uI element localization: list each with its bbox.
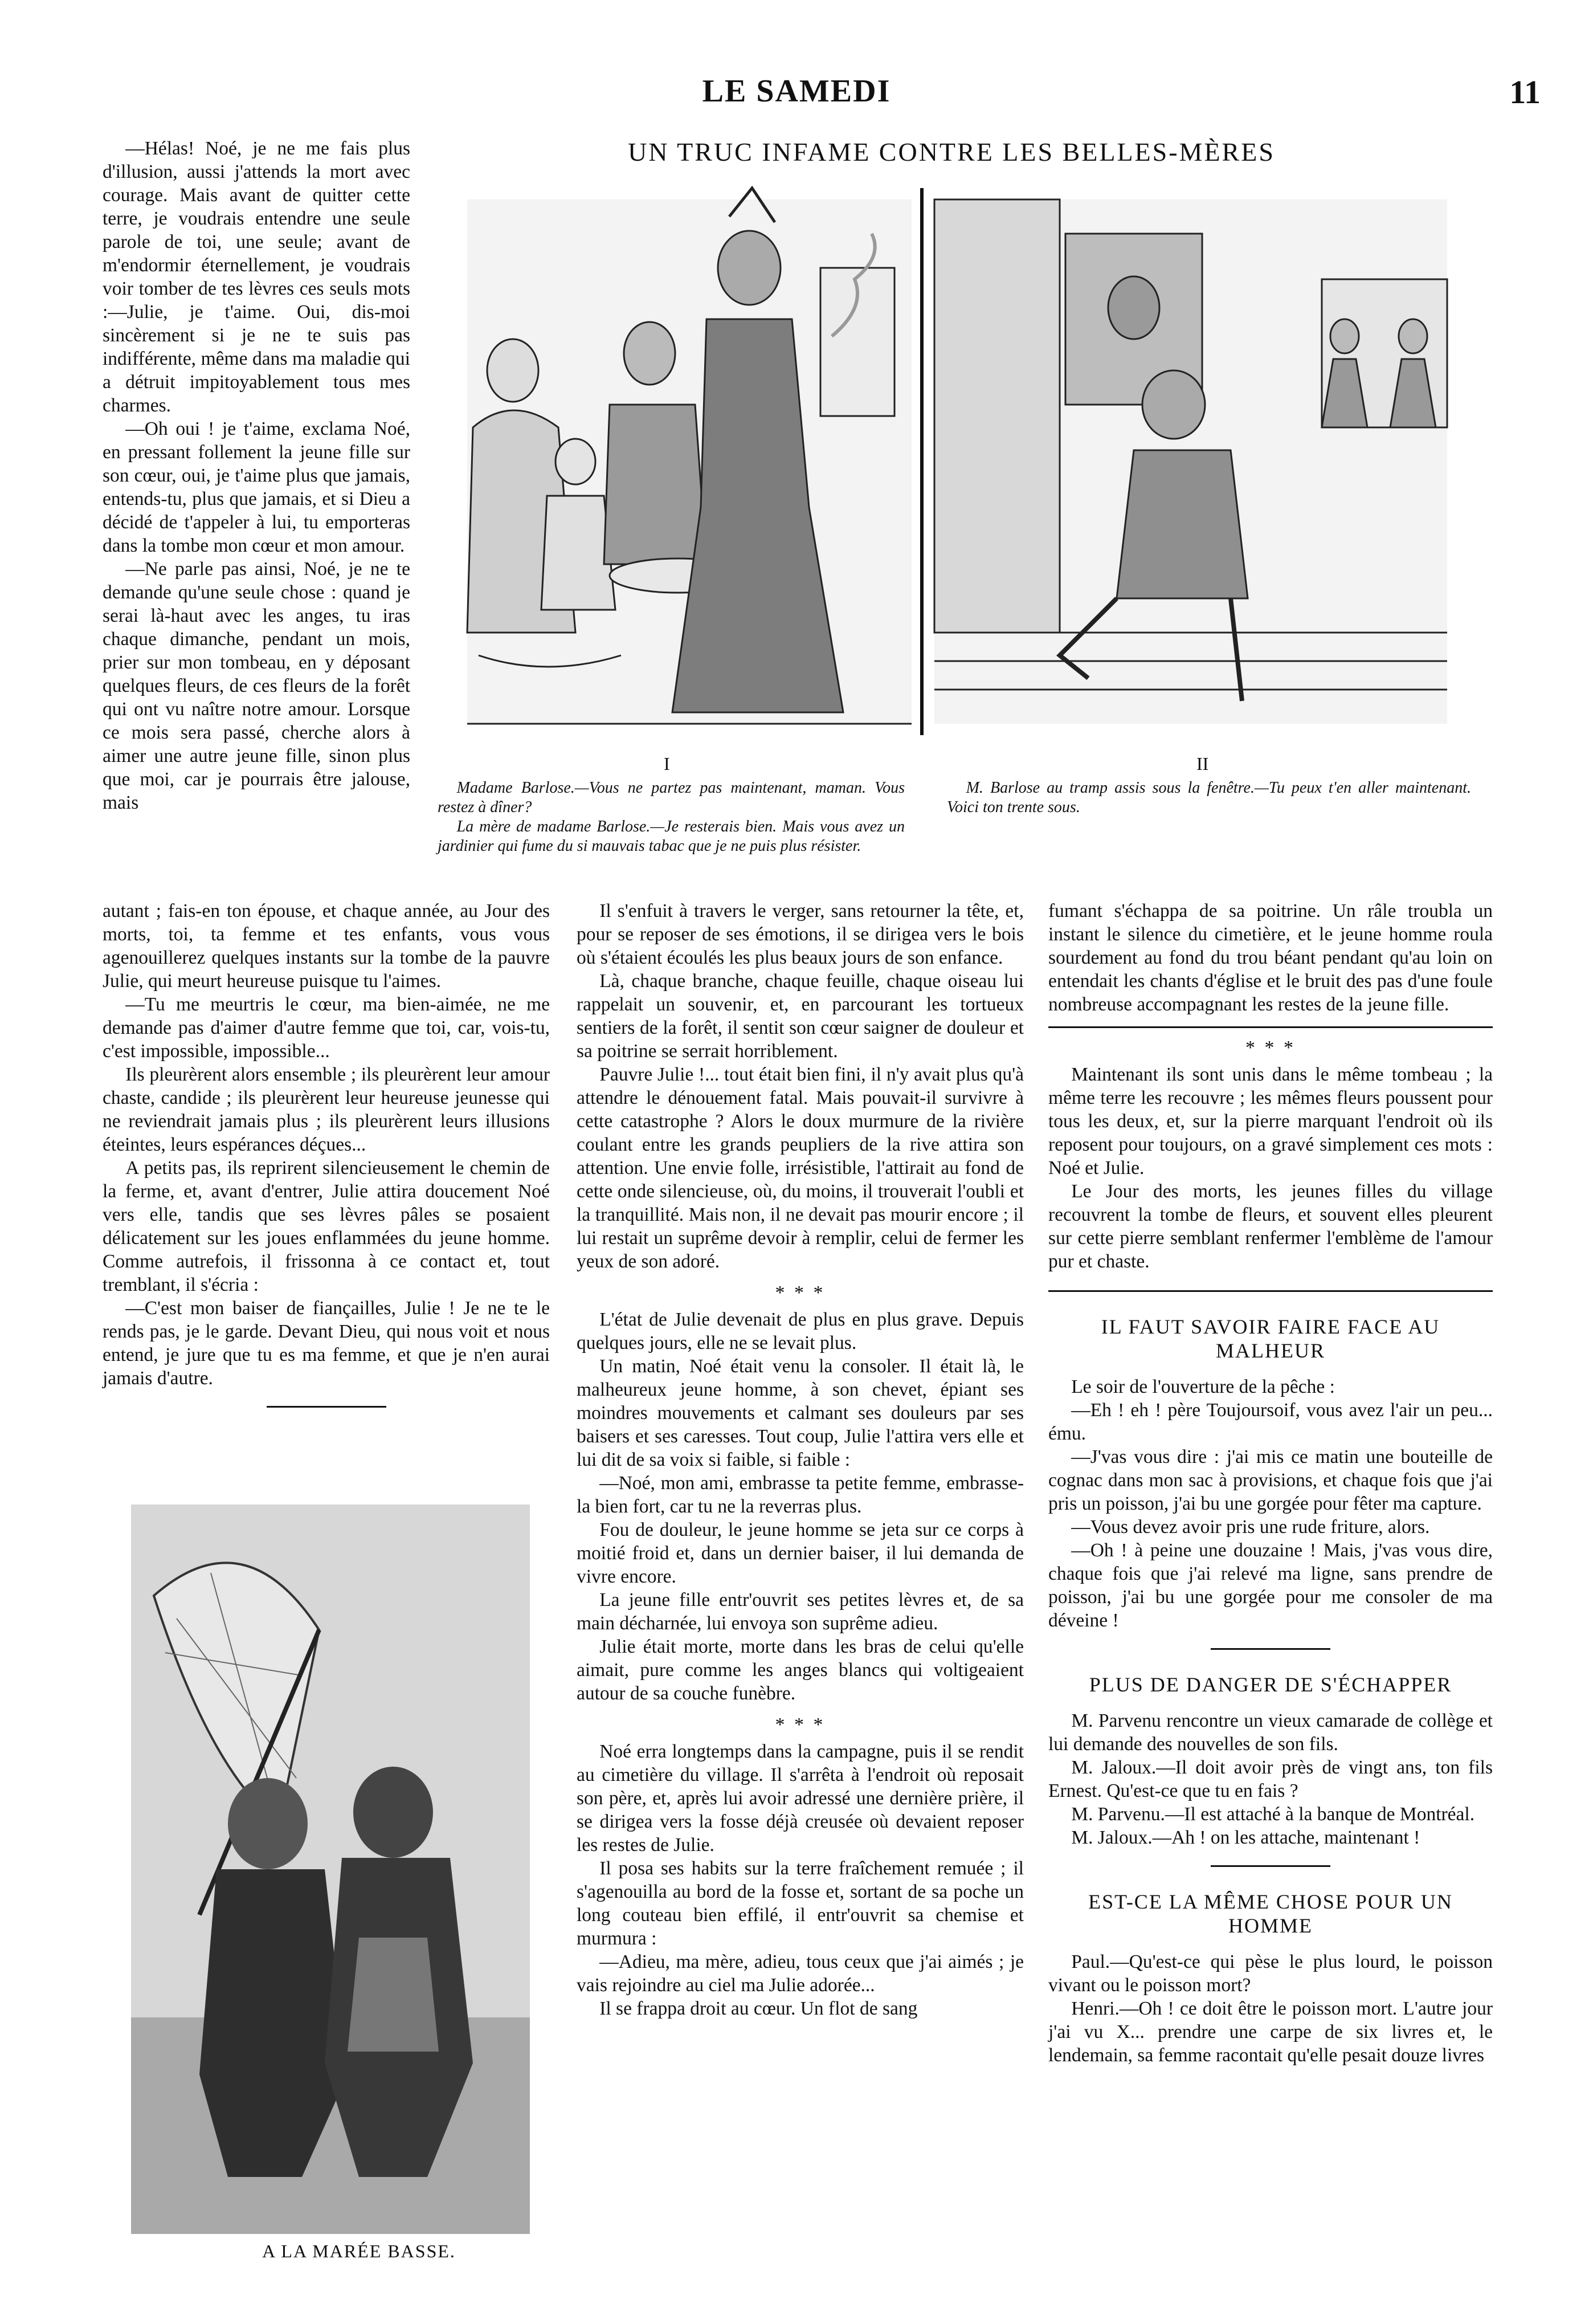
panel-two-caption	[947, 778, 1471, 817]
col2-paragraph-5: Un matin, Noé était venu la consoler. Il était là, le malheureux jeune homme, à son chevet, épiant ses moindres mouvements et calmant ses douleurs par ses baisers et ses caresses. Tout coup, Julie l'attira vers elle et lui dit de sa voix si faible, si faible :	[577, 1356, 1024, 1470]
panel-divider	[920, 188, 924, 735]
echapper-paragraph-4: M. Jaloux.—Ah ! on les attache, maintenant !	[1071, 1827, 1420, 1848]
col1-paragraph-7: —C'est mon baiser de fiançailles, Julie ! Je ne te le rends pas, je le garde. Devant Dieu, qui nous voit et nous entend, je jure que tu es ma femme, et que je n'en aurai jamais d'autre.	[103, 1298, 550, 1389]
col2-paragraph-1: Il s'enfuit à travers le verger, sans retourner la tête, et, pour se reposer de ses émotions, il se dirigea vers le bois où s'étaient écoulés les plus beaux jours de son enfance.	[577, 900, 1024, 968]
column-rule	[1048, 1026, 1493, 1028]
col2-paragraph-9: Julie était morte, morte dans les bras de celui qu'elle aimait, pure comme les anges blancs qui voltigeaient autour de sa couche funèbre.	[577, 1636, 1024, 1704]
col3-paragraph-2: Maintenant ils sont unis dans le même tombeau ; la même terre les recouvre ; les mêmes fleurs poussent pour tous les deux, et, sur la pierre marquant l'endroit où ils reposent pour toujours, on a gravé simplement ces mots : Noé et Julie.	[1048, 1064, 1493, 1179]
panel-one-drawing	[467, 188, 912, 724]
column-two	[577, 899, 1024, 2020]
section-title-echapper: PLUS DE DANGER DE S'ÉCHAPPER	[1089, 1673, 1452, 1696]
column-one-lower	[103, 899, 550, 1425]
col2-paragraph-11: Il posa ses habits sur la terre fraîchement remuée ; il s'agenouilla au bord de la fosse et, sortant de sa poche un long couteau bien effilé, il entr'ouvrit sa chemise et murmura :	[577, 1858, 1024, 1949]
malheur-paragraph-2: —Eh ! eh ! père Toujoursoif, vous avez l'air un peu... ému.	[1048, 1400, 1493, 1444]
section-separator: * * *	[775, 1282, 826, 1303]
col2-paragraph-6: —Noé, mon ami, embrasse ta petite femme, embrasse-la bien fort, car tu ne la reverras plus.	[577, 1473, 1024, 1517]
col2-paragraph-10: Noé erra longtemps dans la campagne, puis il se rendit au cimetière du village. Il s'arrêta à l'endroit où reposait son père, et, après lui avoir adressé une dernière prière, il se dirigea vers la fosse déjà creusée où devaient reposer les restes de Julie.	[577, 1741, 1024, 1856]
col3-paragraph-3: Le Jour des morts, les jeunes filles du village recouvrent la tombe de fleurs, et souvent elles pleurent sur cette pierre semblant renfermer l'emblème de l'amour pur et chaste.	[1048, 1181, 1493, 1272]
col1-paragraph-4: —Tu me meurtris le cœur, ma bien-aimée, ne me demande pas d'aimer d'autre femme que toi, car, vois-tu, c'est impossible, impossible...	[103, 994, 550, 1062]
column-rule	[1048, 1290, 1493, 1292]
illustration-low-tide	[131, 1505, 530, 2234]
col1-paragraph-3-continued: autant ; fais-en ton épouse, et chaque année, au Jour des morts, toi, ta femme et tes enfants, vous vous agenouillerez quelques instants sur la tombe de la pauvre Julie, qui meurt heureuse puisque tu l'aimes.	[103, 900, 550, 992]
malheur-paragraph-1: Le soir de l'ouverture de la pêche :	[1071, 1376, 1335, 1397]
panel-one-caption	[438, 778, 905, 856]
section-title-meme-chose: EST-CE LA MÊME CHOSE POUR UN HOMME	[1088, 1890, 1453, 1937]
panel-two-caption-text: M. Barlose au tramp assis sous la fenêtre.—Tu peux t'en aller maintenant. Voici ton trente sous.	[947, 779, 1471, 816]
echapper-paragraph-2: M. Jaloux.—Il doit avoir près de vingt ans, ton fils Ernest. Qu'est-ce que tu en fais ?	[1048, 1757, 1493, 1801]
malheur-paragraph-3: —J'vas vous dire : j'ai mis ce matin une bouteille de cognac dans mon sac à provisions, et chaque fois que j'ai pris un poisson, j'ai bu une gorgée pour fêter ma capture.	[1048, 1446, 1493, 1514]
col1-paragraph-2: —Oh oui ! je t'aime, exclama Noé, en pressant follement la jeune fille sur son cœur, oui, je t'aime plus que jamais, entends-tu, plus que jamais, et si Dieu a décidé de t'appeler à lui, tu emporteras dans la tombe mon cœur et mon amour.	[103, 418, 410, 556]
col1-paragraph-1: —Hélas! Noé, je ne me fais plus d'illusion, aussi j'attends la mort avec courage. Mais avant de quitter cette terre, je voudrais entendre une seule parole de toi, une seule; avant de m'endormir éternellement, je voudrais voir tomber de tes lèvres ces seuls mots :—Julie, je t'aime. Oui, dis-moi sincèrement si je ne te suis pas indifférente, même dans ma maladie qui a détruit impitoyablement tous mes charmes.	[103, 138, 410, 416]
column-rule	[1211, 1865, 1330, 1867]
section-title-malheur: IL FAUT SAVOIR FAIRE FACE AU MALHEUR	[1101, 1315, 1440, 1362]
panel-one-caption-line2: La mère de madame Barlose.—Je resterais bien. Mais vous avez un jardinier qui fume du si mauvais tabac que je ne puis plus résister.	[438, 818, 905, 855]
publication-name: LE SAMEDI	[702, 74, 891, 109]
col1-paragraph-6: A petits pas, ils reprirent silencieusement le chemin de la ferme, et, avant d'entrer, Julie attira doucement Noé vers elle, tandis que ses lèvres pâles se posaient délicatement sur les joues enflammées du jeune homme. Comme autrefois, il frissonna à ce contact et, tout tremblant, il s'écria :	[103, 1157, 550, 1295]
meme-chose-paragraph-1: Paul.—Qu'est-ce qui pèse le plus lourd, le poisson vivant ou le poisson mort?	[1048, 1951, 1493, 1996]
panel-two-drawing	[934, 199, 1447, 724]
illustration-engraving-top	[433, 165, 1470, 752]
col2-paragraph-4: L'état de Julie devenait de plus en plus grave. Depuis quelques jours, elle ne se levait plus.	[577, 1309, 1024, 1353]
page-number: 11	[1509, 74, 1541, 111]
low-tide-caption: A LA MARÉE BASSE.	[262, 2241, 456, 2261]
column-rule	[267, 1406, 386, 1408]
col3-paragraph-1: fumant s'échappa de sa poitrine. Un râle troubla un instant le silence du cimetière, et le jeune homme roula sourdement au fond du trou béant pendant qu'au loin on entendait les chants d'église et le bruit des pas d'une foule nombreuse accompagnant les restes de la jeune fille.	[1048, 900, 1493, 1015]
col2-paragraph-8: La jeune fille entr'ouvrit ses petites lèvres et, de sa main décharnée, lui envoya son suprême adieu.	[577, 1589, 1024, 1634]
col2-paragraph-7: Fou de douleur, le jeune homme se jeta sur ce corps à moitié froid et, dans un dernier baiser, il lui demanda de vivre encore.	[577, 1519, 1024, 1587]
column-rule	[1211, 1648, 1330, 1650]
column-one-upper	[103, 137, 410, 814]
panel-one-numeral: I	[664, 753, 670, 774]
section-separator: * * *	[1245, 1037, 1296, 1058]
panel-two-numeral: II	[1196, 753, 1209, 774]
col2-paragraph-3: Pauvre Julie !... tout était bien fini, il n'y avait plus qu'à attendre le dénouement fatal. Mais pouvait-il survivre à cette catastrophe ? Alors le doux murmure de la rivière coulant entre les grands peupliers de la rive attira son attention. Une envie folle, irrésistible, l'attirait au fond de cette onde silencieuse, où, du moins, il trouverait l'oubli et la tranquillité. Mais non, il ne devait pas mourir encore ; il lui restait un suprême devoir à remplir, celui de fermer les yeux de son adoré.	[577, 1064, 1024, 1272]
malheur-paragraph-4: —Vous devez avoir pris une rude friture, alors.	[1071, 1516, 1430, 1538]
meme-chose-paragraph-2: Henri.—Oh ! ce doit être le poisson mort. L'autre jour j'ai vu X... prendre une carpe de six livres et, le lendemain, sa femme racontait qu'elle pesait douze livres	[1048, 1998, 1493, 2066]
col1-paragraph-5: Ils pleurèrent alors ensemble ; ils pleurèrent leur amour chaste, candide ; ils pleurèrent leur heureuse jeunesse qui ne reviendrait jamais plus ; ils pleurèrent leurs illusions éteintes, leurs espérances déçues...	[103, 1064, 550, 1155]
col2-paragraph-12: —Adieu, ma mère, adieu, tous ceux que j'ai aimés ; je vais rejoindre au ciel ma Julie adorée...	[577, 1951, 1024, 1996]
echapper-paragraph-1: M. Parvenu rencontre un vieux camarade de collège et lui demande des nouvelles de son fils.	[1048, 1710, 1493, 1755]
section-separator: * * *	[775, 1714, 826, 1735]
column-three	[1048, 899, 1493, 2067]
panel-one-caption-line1: Madame Barlose.—Vous ne partez pas maintenant, maman. Vous restez à dîner?	[438, 779, 905, 816]
col2-paragraph-13: Il se frappa droit au cœur. Un flot de sang	[599, 1998, 918, 2019]
col1-paragraph-3: —Ne parle pas ainsi, Noé, je ne te demande qu'une seule chose : quand je serai là-haut avec les anges, tu iras chaque dimanche, pendant un mois, prier sur mon tombeau, en y déposant quelques fleurs, de ces fleurs de la forêt qui ont vu naître notre amour. Lorsque ce mois sera passé, cherche alors à aimer une autre jeune fille, sinon plus que moi, car je pourrais être jalouse, mais	[103, 558, 410, 813]
col2-paragraph-2: Là, chaque branche, chaque feuille, chaque oiseau lui rappelait un souvenir, et, en parcourant les tortueux sentiers de la forêt, il sentit son cœur saigner de douleur et sa poitrine se serrait horriblement.	[577, 971, 1024, 1062]
echapper-paragraph-3: M. Parvenu.—Il est attaché à la banque de Montréal.	[1071, 1804, 1475, 1825]
malheur-paragraph-5: —Oh ! à peine une douzaine ! Mais, j'vas vous dire, chaque fois que j'ai relevé ma ligne, sans prendre de poisson, j'ai bu une gorgée pour me consoler de ma déveine !	[1048, 1540, 1493, 1631]
illustration-title: UN TRUC INFAME CONTRE LES BELLES-MÈRES	[628, 137, 1275, 166]
